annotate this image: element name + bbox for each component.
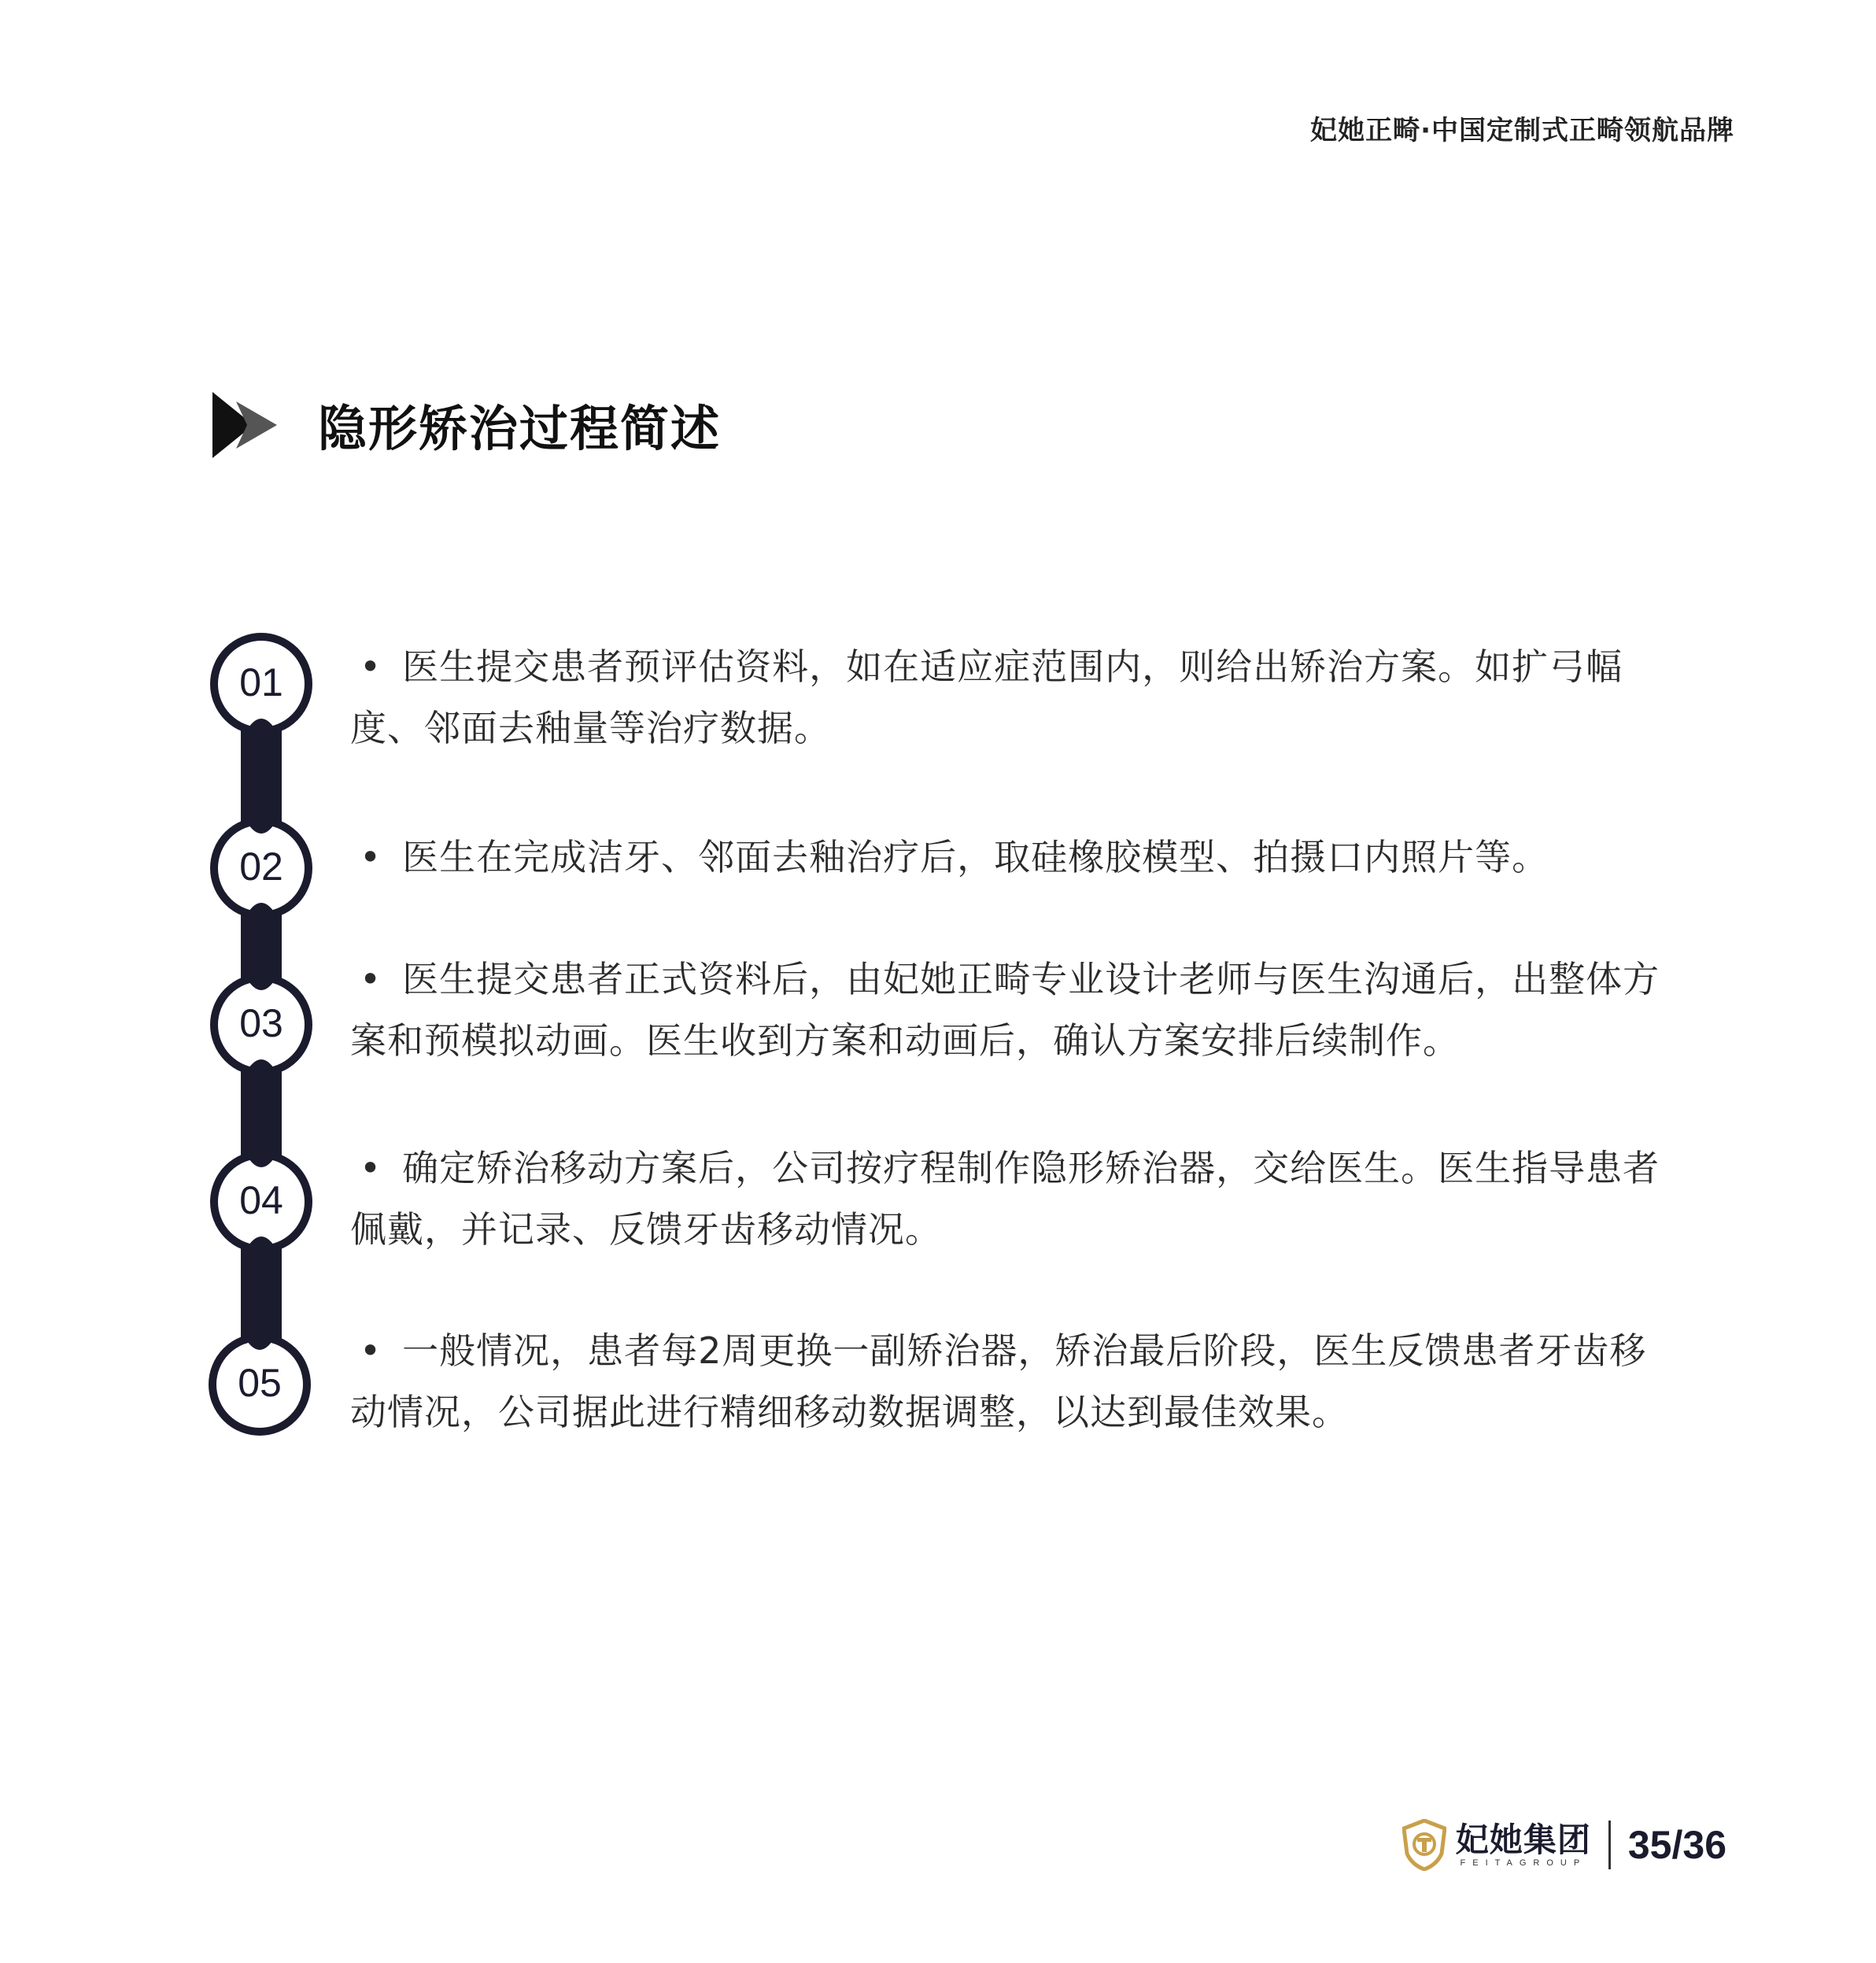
step-description: 医生在完成洁牙、邻面去釉治疗后，取硅橡胶模型、拍摄口内照片等。 [402,836,1549,878]
step-description: 医生提交患者正式资料后，由妃她正畸专业设计老师与医生沟通后，出整体方案和预模拟动画。医生收到方案和动画后，确认方案安排后续制作。 [350,958,1660,1062]
step-text-03 [350,948,1680,1071]
header-tagline: 妃她正畸·中国定制式正畸领航品牌 [1310,115,1734,146]
bullet: • [360,958,382,1000]
step-description: 确定矫治移动方案后，公司按疗程制作隐形矫治器，交给医生。医生指导患者佩戴，并记录、反馈牙齿移动情况。 [350,1147,1660,1251]
section-header [212,390,721,460]
bullet: • [360,1147,382,1189]
brand-name-en: FEITAGROUP [1460,1858,1587,1868]
step-text-04 [350,1137,1680,1260]
step-description: 一般情况，患者每2周更换一副矫治器，矫治最后阶段，医生反馈患者牙齿移动情况，公司据此进行精细移动数据调整，以达到最佳效果。 [350,1329,1647,1433]
step-number: 04 [239,1178,283,1222]
step-node-02 [209,816,313,920]
step-node-03 [209,973,313,1077]
bullet: • [360,1329,382,1372]
step-description: 医生提交患者预评估资料，如在适应症范围内，则给出矫治方案。如扩弓幅度、邻面去釉量等治疗数据。 [350,645,1623,749]
double-arrow-icon [212,392,277,458]
page-number: 35/36 [1627,1823,1726,1867]
shield-icon [1402,1819,1446,1871]
step-text-05 [350,1320,1680,1443]
step-node-01 [209,632,313,736]
step-number: 01 [239,660,283,704]
bullet: • [360,645,382,688]
step-node-05 [208,1333,312,1436]
bullet: • [360,836,382,878]
step-number: 02 [239,845,283,889]
brand-name-cn: 妃她集团 [1455,1821,1591,1859]
footer [1402,1810,1726,1880]
step-text-02 [350,826,1680,888]
step-number: 05 [238,1361,282,1405]
step-node-04 [209,1150,313,1254]
section-title: 隐形矫治过程简述 [318,400,722,457]
step-number: 03 [239,1001,283,1045]
footer-divider [1608,1821,1611,1869]
brand-logo [1456,1822,1591,1868]
step-text-01 [350,636,1680,759]
